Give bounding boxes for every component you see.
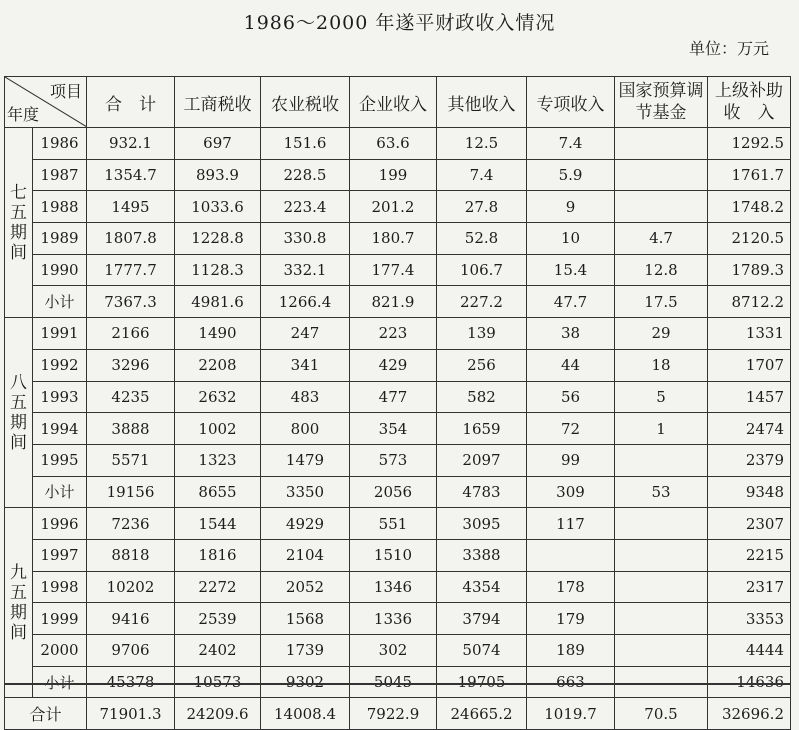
- table-row: [5, 159, 791, 191]
- value-cell: 19156: [87, 476, 175, 508]
- value-cell: 199: [350, 159, 437, 191]
- value-cell: 9: [527, 191, 615, 223]
- value-cell: 3388: [437, 539, 527, 571]
- total-value-cell: 32696.2: [708, 698, 791, 730]
- year-cell: 小计: [33, 476, 87, 508]
- year-cell: 小计: [33, 666, 87, 698]
- value-cell: 52.8: [437, 223, 527, 255]
- year-cell: 1995: [33, 444, 87, 476]
- value-cell: 5.9: [527, 159, 615, 191]
- value-cell: 56: [527, 381, 615, 413]
- value-cell: 1266.4: [261, 286, 350, 318]
- value-cell: 1346: [350, 571, 437, 603]
- value-cell: 5045: [350, 666, 437, 698]
- value-cell: 1228.8: [175, 223, 261, 255]
- value-cell: 1033.6: [175, 191, 261, 223]
- value-cell: 429: [350, 349, 437, 381]
- value-cell: 12.8: [615, 254, 708, 286]
- value-cell: 10573: [175, 666, 261, 698]
- table-row: [5, 413, 791, 445]
- value-cell: 483: [261, 381, 350, 413]
- year-cell: 小计: [33, 286, 87, 318]
- col-header: 企业收入: [350, 77, 437, 128]
- value-cell: 697: [175, 128, 261, 160]
- year-cell: 1991: [33, 318, 87, 350]
- value-cell: 1568: [261, 603, 350, 635]
- total-value-cell: 71901.3: [87, 698, 175, 730]
- value-cell: 4.7: [615, 223, 708, 255]
- value-cell: [615, 191, 708, 223]
- value-cell: 178: [527, 571, 615, 603]
- table-row: [5, 571, 791, 603]
- value-cell: 4235: [87, 381, 175, 413]
- total-value-cell: 24665.2: [437, 698, 527, 730]
- value-cell: 8655: [175, 476, 261, 508]
- value-cell: [615, 159, 708, 191]
- value-cell: 5571: [87, 444, 175, 476]
- value-cell: 99: [527, 444, 615, 476]
- year-cell: 1992: [33, 349, 87, 381]
- value-cell: [615, 128, 708, 160]
- value-cell: 2317: [708, 571, 791, 603]
- value-cell: 1510: [350, 539, 437, 571]
- value-cell: 12.5: [437, 128, 527, 160]
- value-cell: 53: [615, 476, 708, 508]
- value-cell: 2632: [175, 381, 261, 413]
- value-cell: 3296: [87, 349, 175, 381]
- value-cell: 3888: [87, 413, 175, 445]
- table-body: [5, 128, 791, 730]
- value-cell: 72: [527, 413, 615, 445]
- total-value-cell: 7922.9: [350, 698, 437, 730]
- value-cell: 2379: [708, 444, 791, 476]
- value-cell: 106.7: [437, 254, 527, 286]
- year-cell: 1988: [33, 191, 87, 223]
- value-cell: 2052: [261, 571, 350, 603]
- value-cell: 1354.7: [87, 159, 175, 191]
- col-header: 其他收入: [437, 77, 527, 128]
- value-cell: 10202: [87, 571, 175, 603]
- value-cell: 5074: [437, 635, 527, 667]
- value-cell: 8712.2: [708, 286, 791, 318]
- value-cell: 1816: [175, 539, 261, 571]
- value-cell: 3794: [437, 603, 527, 635]
- value-cell: 2539: [175, 603, 261, 635]
- value-cell: [615, 571, 708, 603]
- value-cell: 177.4: [350, 254, 437, 286]
- table-row: [5, 603, 791, 635]
- value-cell: 227.2: [437, 286, 527, 318]
- value-cell: 1292.5: [708, 128, 791, 160]
- value-cell: 1761.7: [708, 159, 791, 191]
- value-cell: 4783: [437, 476, 527, 508]
- value-cell: 223: [350, 318, 437, 350]
- value-cell: 189: [527, 635, 615, 667]
- value-cell: 47.7: [527, 286, 615, 318]
- year-cell: 1997: [33, 539, 87, 571]
- year-cell: 1989: [33, 223, 87, 255]
- corner-header: [5, 77, 87, 128]
- value-cell: 932.1: [87, 128, 175, 160]
- value-cell: [615, 539, 708, 571]
- value-cell: 8818: [87, 539, 175, 571]
- value-cell: 10: [527, 223, 615, 255]
- revenue-table: [4, 76, 791, 730]
- value-cell: 2166: [87, 318, 175, 350]
- table-row: [5, 254, 791, 286]
- value-cell: 44: [527, 349, 615, 381]
- col-header: 上级补助收 入: [708, 77, 791, 128]
- value-cell: 3095: [437, 508, 527, 540]
- value-cell: 332.1: [261, 254, 350, 286]
- value-cell: 17.5: [615, 286, 708, 318]
- value-cell: 4981.6: [175, 286, 261, 318]
- value-cell: 1490: [175, 318, 261, 350]
- value-cell: 14636: [708, 666, 791, 698]
- value-cell: 573: [350, 444, 437, 476]
- value-cell: 1336: [350, 603, 437, 635]
- table-row: [5, 508, 791, 540]
- value-cell: 2208: [175, 349, 261, 381]
- period-label: 九五期间: [5, 508, 33, 698]
- value-cell: 7367.3: [87, 286, 175, 318]
- value-cell: 1777.7: [87, 254, 175, 286]
- header-row: [5, 77, 791, 128]
- year-cell: 1998: [33, 571, 87, 603]
- table-row: [5, 381, 791, 413]
- col-header: 工商税收: [175, 77, 261, 128]
- value-cell: 2402: [175, 635, 261, 667]
- value-cell: 180.7: [350, 223, 437, 255]
- table-row: [5, 223, 791, 255]
- value-cell: 45378: [87, 666, 175, 698]
- table-row: [5, 349, 791, 381]
- value-cell: 4444: [708, 635, 791, 667]
- value-cell: 330.8: [261, 223, 350, 255]
- value-cell: 179: [527, 603, 615, 635]
- col-header: 专项收入: [527, 77, 615, 128]
- value-cell: 117: [527, 508, 615, 540]
- value-cell: 7.4: [437, 159, 527, 191]
- value-cell: 1544: [175, 508, 261, 540]
- value-cell: [615, 635, 708, 667]
- value-cell: 551: [350, 508, 437, 540]
- period-label: 七五期间: [5, 128, 33, 318]
- value-cell: 7236: [87, 508, 175, 540]
- year-cell: 1986: [33, 128, 87, 160]
- total-value-cell: 14008.4: [261, 698, 350, 730]
- bottom-rule: [4, 683, 790, 685]
- value-cell: 2097: [437, 444, 527, 476]
- corner-item-label: 项目: [49, 82, 82, 101]
- value-cell: 18: [615, 349, 708, 381]
- year-cell: 2000: [33, 635, 87, 667]
- value-cell: 2215: [708, 539, 791, 571]
- value-cell: 309: [527, 476, 615, 508]
- table-row: [5, 539, 791, 571]
- table-row: [5, 128, 791, 160]
- total-value-cell: 1019.7: [527, 698, 615, 730]
- value-cell: 4354: [437, 571, 527, 603]
- value-cell: 1748.2: [708, 191, 791, 223]
- value-cell: 2056: [350, 476, 437, 508]
- value-cell: 821.9: [350, 286, 437, 318]
- table-row: [5, 444, 791, 476]
- value-cell: 9302: [261, 666, 350, 698]
- value-cell: 1128.3: [175, 254, 261, 286]
- period-label: 八五期间: [5, 318, 33, 508]
- table-row: [5, 318, 791, 350]
- value-cell: 256: [437, 349, 527, 381]
- value-cell: 800: [261, 413, 350, 445]
- value-cell: 1707: [708, 349, 791, 381]
- value-cell: 354: [350, 413, 437, 445]
- col-header: 国家预算调节基金: [615, 77, 708, 128]
- value-cell: 302: [350, 635, 437, 667]
- value-cell: [527, 539, 615, 571]
- value-cell: 9348: [708, 476, 791, 508]
- total-value-cell: 24209.6: [175, 698, 261, 730]
- col-header: 合 计: [87, 77, 175, 128]
- value-cell: 341: [261, 349, 350, 381]
- value-cell: 9706: [87, 635, 175, 667]
- value-cell: 27.8: [437, 191, 527, 223]
- total-row: [5, 698, 791, 730]
- value-cell: 1323: [175, 444, 261, 476]
- table-row: [5, 191, 791, 223]
- year-cell: 1990: [33, 254, 87, 286]
- value-cell: 1331: [708, 318, 791, 350]
- value-cell: 7.4: [527, 128, 615, 160]
- year-cell: 1999: [33, 603, 87, 635]
- value-cell: 1659: [437, 413, 527, 445]
- table-row: [5, 476, 791, 508]
- value-cell: 2104: [261, 539, 350, 571]
- value-cell: 247: [261, 318, 350, 350]
- year-cell: 1994: [33, 413, 87, 445]
- value-cell: 3353: [708, 603, 791, 635]
- value-cell: 151.6: [261, 128, 350, 160]
- value-cell: 223.4: [261, 191, 350, 223]
- value-cell: [615, 603, 708, 635]
- value-cell: 582: [437, 381, 527, 413]
- value-cell: [615, 444, 708, 476]
- value-cell: 1495: [87, 191, 175, 223]
- value-cell: 663: [527, 666, 615, 698]
- value-cell: 38: [527, 318, 615, 350]
- value-cell: 29: [615, 318, 708, 350]
- value-cell: 139: [437, 318, 527, 350]
- value-cell: 2307: [708, 508, 791, 540]
- year-cell: 1987: [33, 159, 87, 191]
- value-cell: 1002: [175, 413, 261, 445]
- value-cell: [615, 508, 708, 540]
- value-cell: 228.5: [261, 159, 350, 191]
- total-label: 合计: [5, 698, 87, 730]
- value-cell: 1457: [708, 381, 791, 413]
- year-cell: 1996: [33, 508, 87, 540]
- table-row: [5, 635, 791, 667]
- unit-label: 单位：万元: [688, 39, 769, 58]
- value-cell: 2120.5: [708, 223, 791, 255]
- value-cell: 1739: [261, 635, 350, 667]
- document-title: 1986～2000 年遂平财政收入情况: [243, 12, 556, 34]
- value-cell: 1807.8: [87, 223, 175, 255]
- value-cell: 1789.3: [708, 254, 791, 286]
- value-cell: 2474: [708, 413, 791, 445]
- col-header: 农业税收: [261, 77, 350, 128]
- value-cell: 1479: [261, 444, 350, 476]
- value-cell: 19705: [437, 666, 527, 698]
- value-cell: 5: [615, 381, 708, 413]
- value-cell: 4929: [261, 508, 350, 540]
- value-cell: 2272: [175, 571, 261, 603]
- year-cell: 1993: [33, 381, 87, 413]
- table-row: [5, 286, 791, 318]
- value-cell: 893.9: [175, 159, 261, 191]
- value-cell: 201.2: [350, 191, 437, 223]
- value-cell: 477: [350, 381, 437, 413]
- value-cell: 9416: [87, 603, 175, 635]
- value-cell: 15.4: [527, 254, 615, 286]
- corner-year-label: 年度: [7, 105, 40, 124]
- total-value-cell: 70.5: [615, 698, 708, 730]
- value-cell: 63.6: [350, 128, 437, 160]
- value-cell: 1: [615, 413, 708, 445]
- value-cell: 3350: [261, 476, 350, 508]
